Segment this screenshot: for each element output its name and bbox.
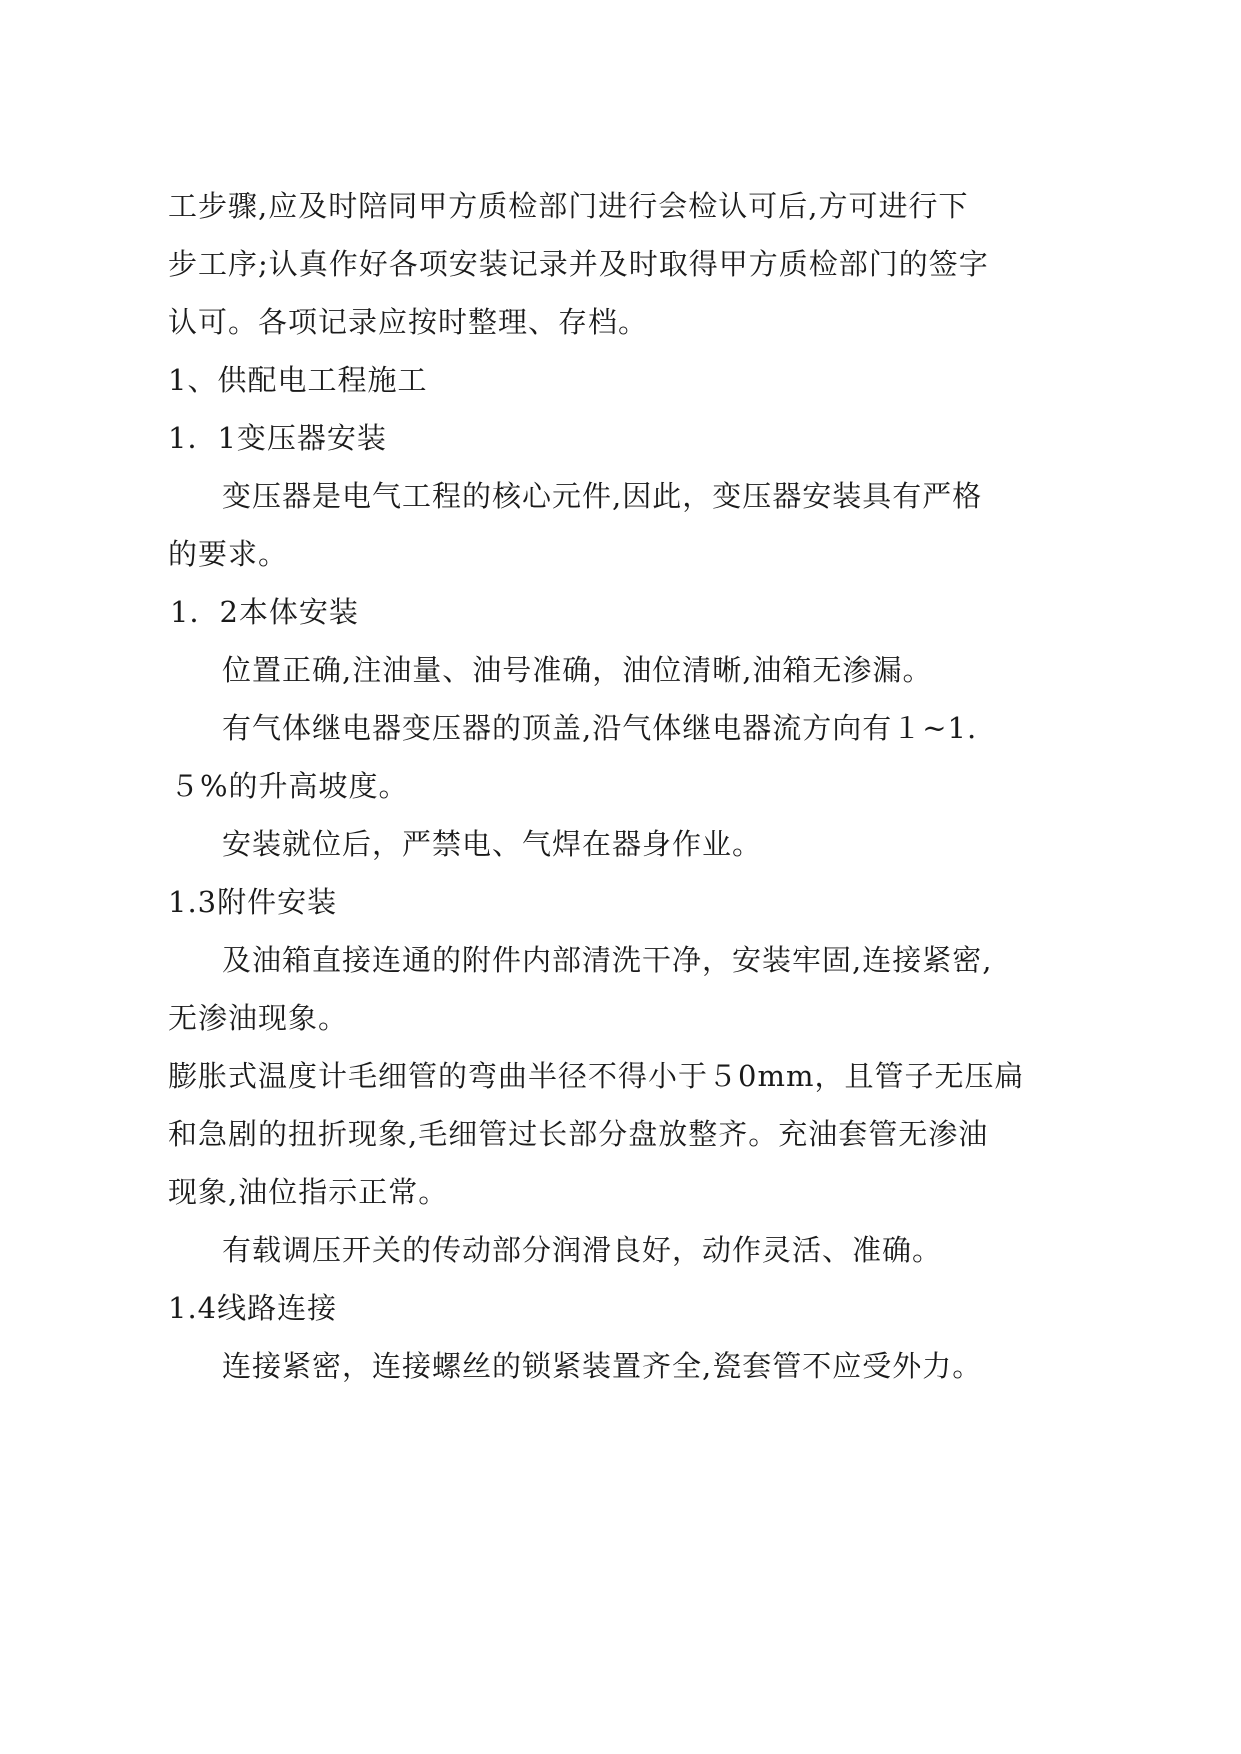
subsection-heading: 1.4线路连接 bbox=[168, 1291, 338, 1325]
section-heading: 1、供配电工程施工 bbox=[168, 363, 428, 397]
paragraph-line: 认可。各项记录应按时整理、存档。 bbox=[168, 305, 649, 339]
paragraph-line: 和急剧的扭折现象,毛细管过长部分盘放整齐。充油套管无渗油 bbox=[168, 1117, 989, 1151]
paragraph-line: 有载调压开关的传动部分润滑良好，动作灵活、准确。 bbox=[222, 1233, 943, 1267]
paragraph-line: 膨胀式温度计毛细管的弯曲半径不得小于５0mm，且管子无压扁 bbox=[168, 1059, 1025, 1093]
paragraph-line: 的要求。 bbox=[168, 537, 289, 571]
subsection-heading: 1.3附件安装 bbox=[168, 885, 338, 919]
subsection-heading: 1．1变压器安装 bbox=[168, 421, 387, 455]
paragraph-line: 有气体继电器变压器的顶盖,沿气体继电器流方向有１~1. bbox=[222, 711, 978, 745]
paragraph-line: 工步骤,应及时陪同甲方质检部门进行会检认可后,方可进行下 bbox=[168, 189, 969, 223]
paragraph-line: ５%的升高坡度。 bbox=[170, 769, 409, 803]
paragraph-line: 连接紧密，连接螺丝的锁紧装置齐全,瓷套管不应受外力。 bbox=[222, 1349, 983, 1383]
subsection-heading: 1．2本体安装 bbox=[170, 595, 359, 629]
paragraph-line: 及油箱直接连通的附件内部清洗干净，安装牢固,连接紧密, bbox=[222, 943, 993, 977]
paragraph-line: 步工序;认真作好各项安装记录并及时取得甲方质检部门的签字 bbox=[168, 247, 989, 281]
paragraph-line: 安装就位后，严禁电、气焊在器身作业。 bbox=[222, 827, 763, 861]
paragraph-line: 位置正确,注油量、油号准确，油位清晰,油箱无渗漏。 bbox=[222, 653, 933, 687]
paragraph-line: 无渗油现象。 bbox=[168, 1001, 349, 1035]
paragraph-line: 变压器是电气工程的核心元件,因此，变压器安装具有严格 bbox=[222, 479, 983, 513]
paragraph-line: 现象,油位指示正常。 bbox=[168, 1175, 449, 1209]
